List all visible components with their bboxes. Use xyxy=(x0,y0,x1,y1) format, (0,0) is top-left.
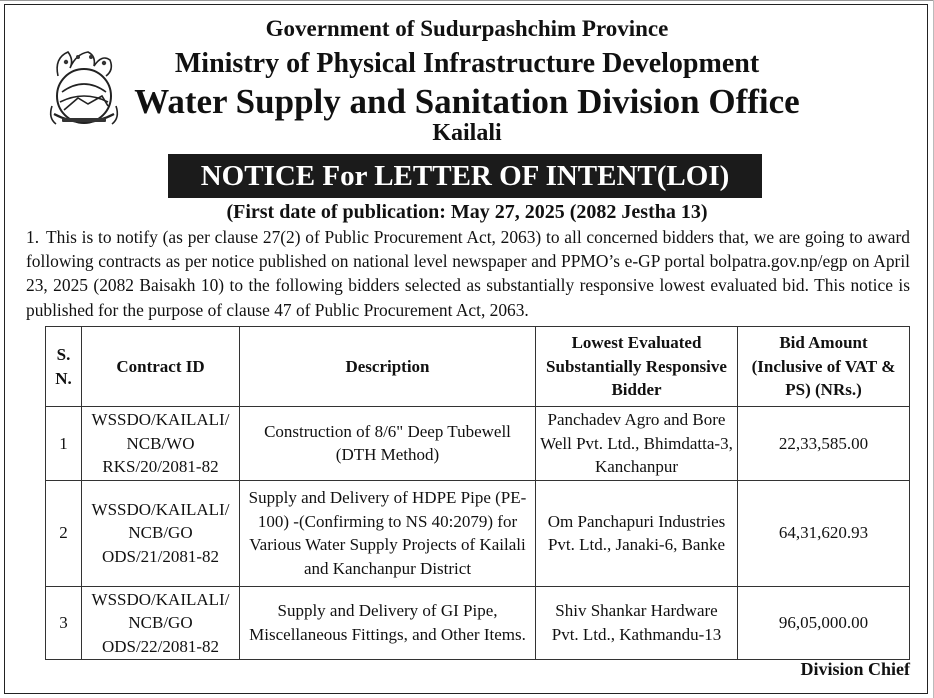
division-chief-signoff: Division Chief xyxy=(800,659,910,679)
cell-bidder: Shiv Shankar Hardware Pvt. Ltd., Kathmandu-13 xyxy=(536,586,738,660)
government-heading: Government of Sudurpashchim Province xyxy=(265,16,669,41)
header-contract-id: Contract ID xyxy=(82,327,240,407)
award-table xyxy=(45,326,910,660)
cell-contract-id: WSSDO/KAILALI/ NCB/GO ODS/21/2081-82 xyxy=(82,480,240,586)
cell-contract-id: WSSDO/KAILALI/ NCB/GO ODS/22/2081-82 xyxy=(82,586,240,660)
cell-amount: 22,33,585.00 xyxy=(738,407,910,481)
cell-sn: 2 xyxy=(46,480,82,586)
notice-paragraph xyxy=(26,225,910,322)
cell-sn: 1 xyxy=(46,407,82,481)
top-rule xyxy=(0,0,934,1)
ministry-heading: Ministry of Physical Infrastructure Development xyxy=(174,48,760,79)
table-row xyxy=(46,480,910,586)
header-bidder: Lowest Evaluated Substantially Responsive Bidder xyxy=(536,327,738,407)
cell-contract-id: WSSDO/KAILALI/ NCB/WO RKS/20/2081-82 xyxy=(82,407,240,481)
cell-bidder: Panchadev Agro and Bore Well Pvt. Ltd., Bhimdatta-3, Kanchanpur xyxy=(536,407,738,481)
cell-amount: 96,05,000.00 xyxy=(738,586,910,660)
table-header-row xyxy=(46,327,910,407)
district-heading: Kailali xyxy=(432,120,502,146)
header-description: Description xyxy=(240,327,536,407)
cell-amount: 64,31,620.93 xyxy=(738,480,910,586)
table-row xyxy=(46,407,910,481)
table-row xyxy=(46,586,910,660)
cell-bidder: Om Panchapuri Industries Pvt. Ltd., Janaki-6, Banke xyxy=(536,480,738,586)
paragraph-text: This is to notify (as per clause 27(2) of Public Procurement Act, 2063) to all concerned bidders that, we are going to award following contracts as per notice published on national level newspaper and PPMO’s e-GP portal bolpatra.gov.np/egp on April 23, 2025 (2082 Baisakh 10) to the following bidders selected as substantially responsive lowest evaluated bid. This notice is published for the purpose of clause 47 of Public Procurement Act, 2063. xyxy=(26,227,910,320)
publication-date: (First date of publication: May 27, 2025 (2082 Jestha 13) xyxy=(226,201,708,223)
cell-description: Construction of 8/6" Deep Tubewell (DTH Method) xyxy=(240,407,536,481)
office-heading: Water Supply and Sanitation Division Office xyxy=(134,82,800,121)
header-sn: S. N. xyxy=(46,327,82,407)
notice-title: NOTICE For LETTER OF INTENT(LOI) xyxy=(168,154,762,198)
cell-sn: 3 xyxy=(46,586,82,660)
cell-description: Supply and Delivery of GI Pipe, Miscellaneous Fittings, and Other Items. xyxy=(240,586,536,660)
cell-description: Supply and Delivery of HDPE Pipe (PE-100) -(Confirming to NS 40:2079) for Various Water Supply Projects of Kailali and Kanchanpur District xyxy=(240,480,536,586)
header-amount: Bid Amount (Inclusive of VAT & PS) (NRs.) xyxy=(738,327,910,407)
paragraph-number: 1. xyxy=(26,227,40,247)
